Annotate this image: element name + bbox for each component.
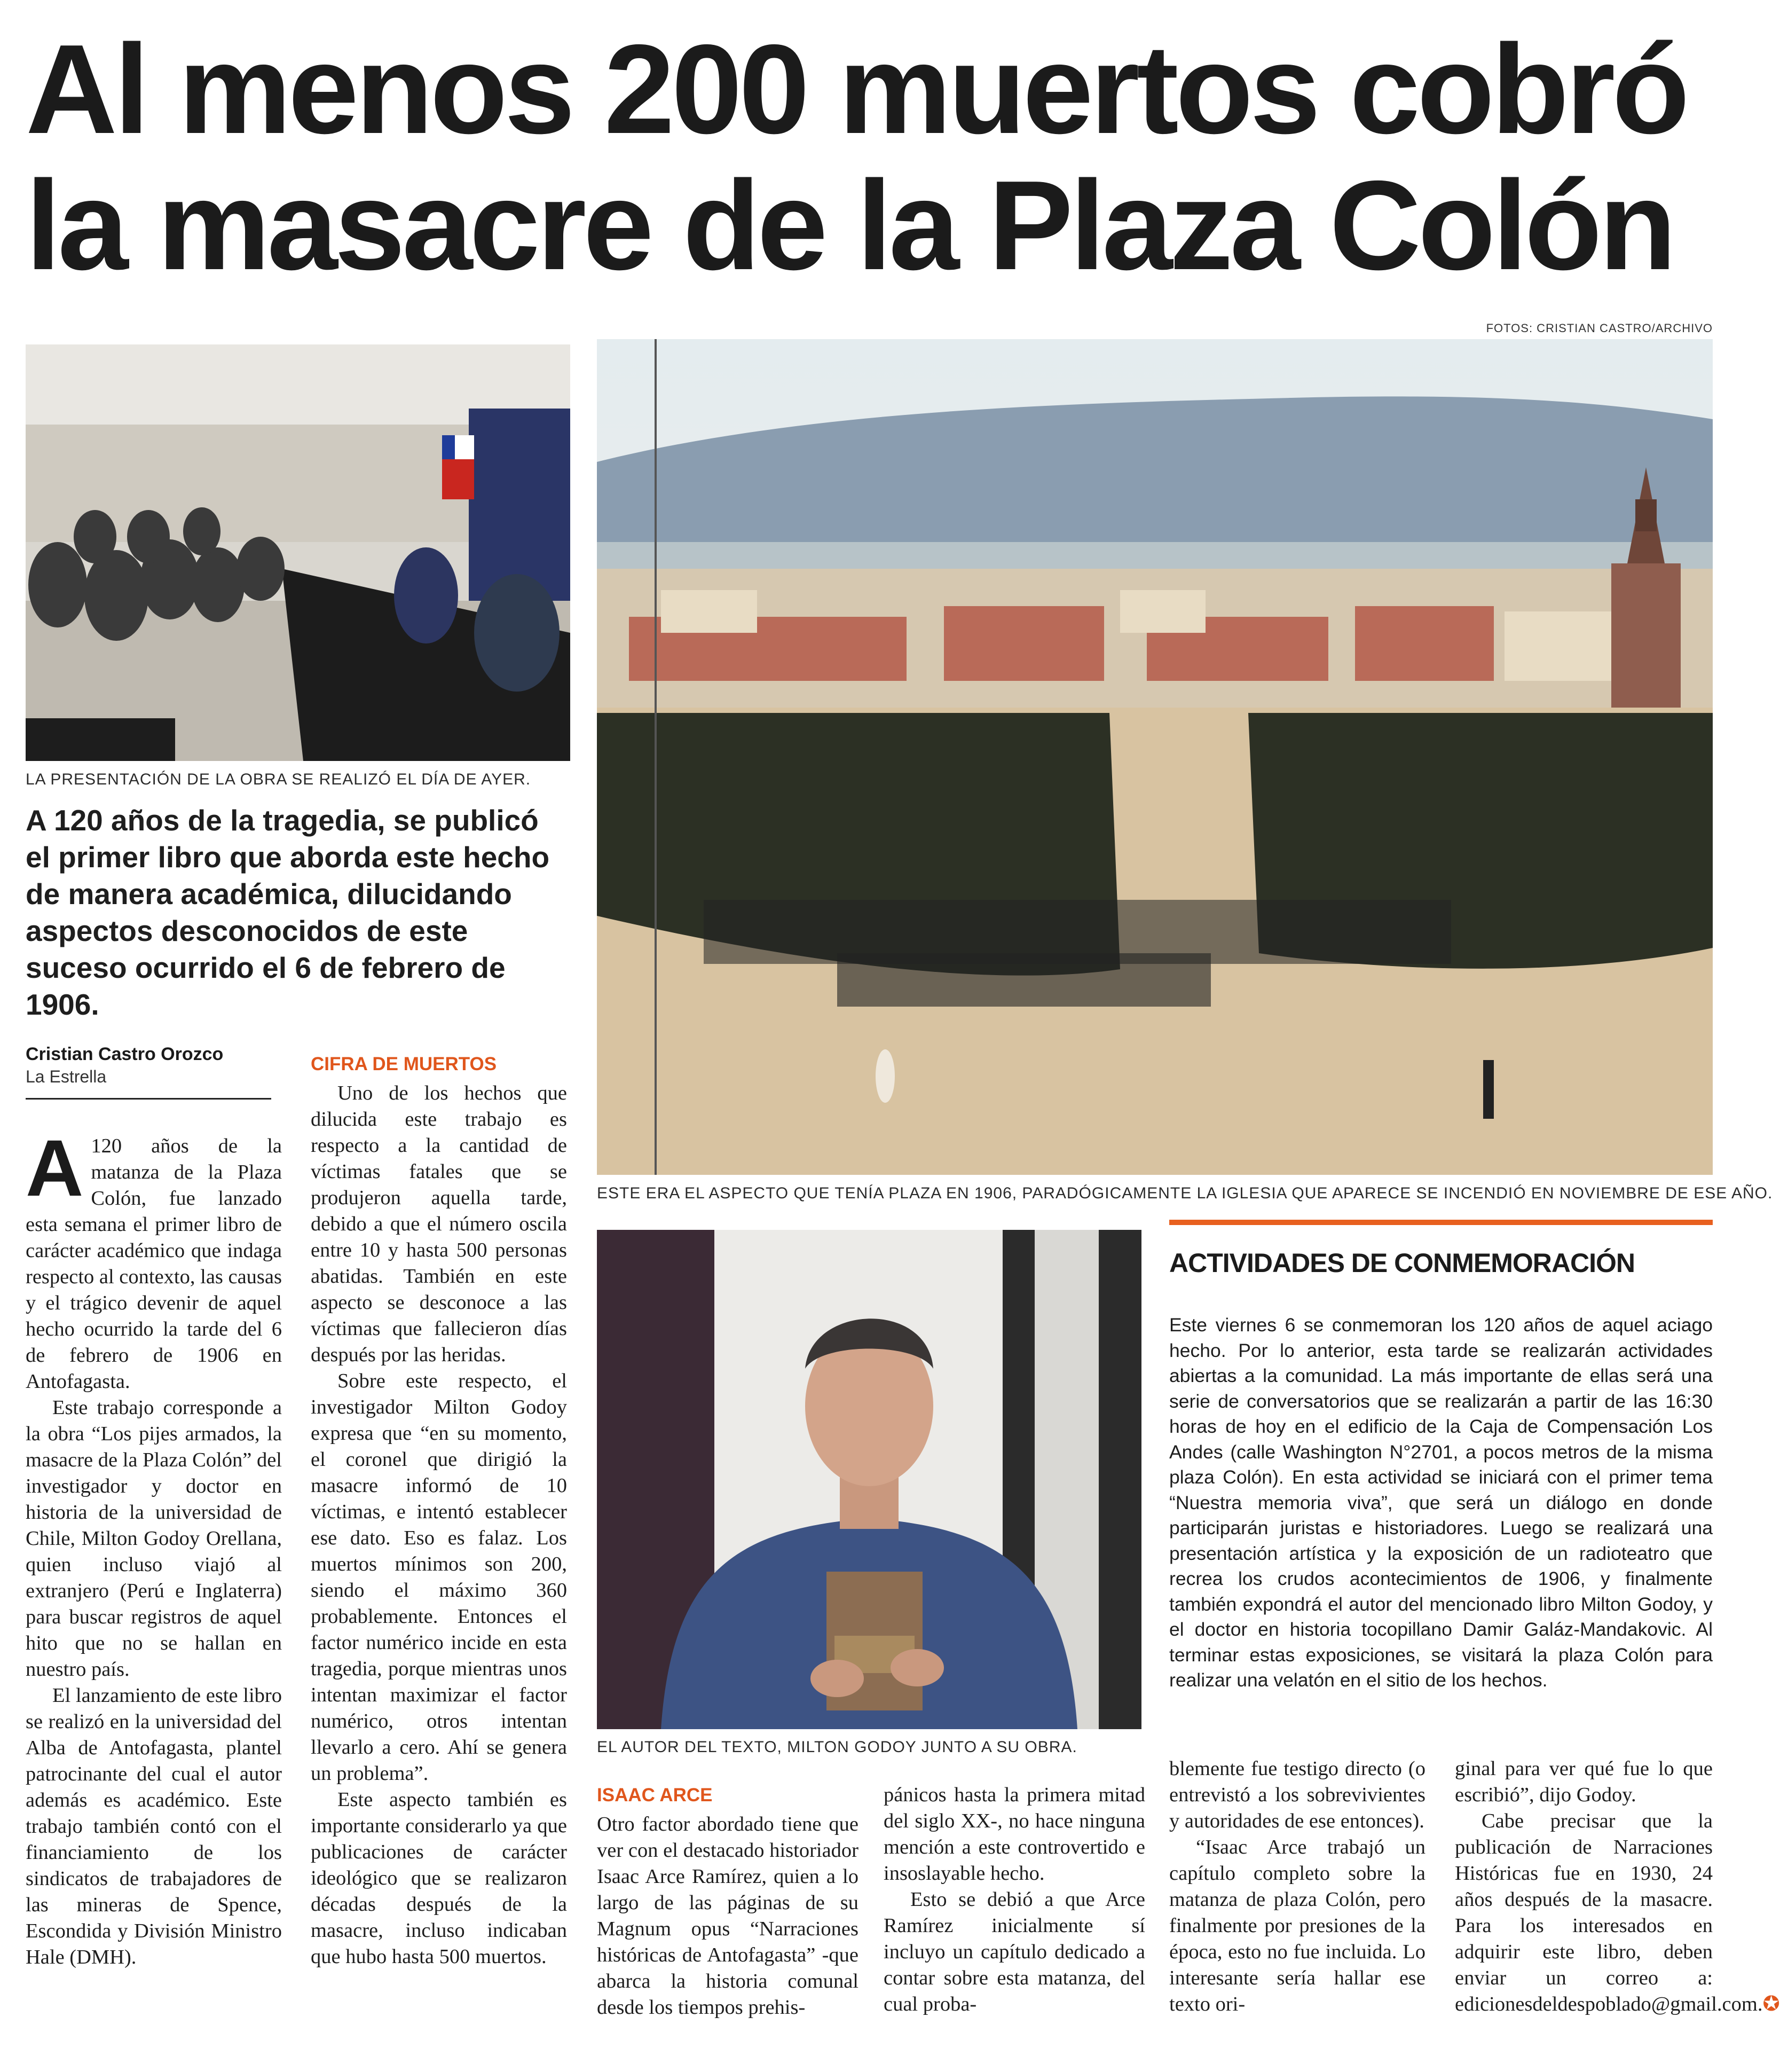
column-1 <box>26 1123 282 1971</box>
col6-paragraph-2 <box>1455 1808 1780 2018</box>
end-mark-icon: ✪ <box>1762 1993 1780 2015</box>
col3-paragraph-1: Otro factor abordado tiene que ver con el destacado historiador Isaac Arce Ramírez, quien a lo largo de las páginas de su Magnum opus “Narraciones históricas de Antofagasta” -que abarca la historia comunal desde los tiempos prehis- <box>597 1813 859 2019</box>
column-5 <box>1169 1756 1425 2018</box>
plaza-1906-image <box>597 339 1713 1175</box>
col1-paragraph-1 <box>26 1123 282 1395</box>
headline-line-1: Al menos 200 muertos cobró <box>26 19 1687 160</box>
byline-author: Cristian Castro Orozco <box>26 1044 224 1064</box>
headline <box>26 21 1713 294</box>
column-2 <box>311 1051 567 1970</box>
column-3 <box>597 1782 859 2021</box>
col1-paragraph-3: El lanzamiento de este libro se realizó en la universidad del Alba de Antofagasta, plantel patrocinante del cual el autor además es académico. Este trabajo también contó con el financiamiento de los sindicatos de trabajadores de las mineras de Spence, Escondida y División Ministro Hale (DMH). <box>26 1684 282 1968</box>
sidebar-title: ACTIVIDADES DE CONMEMORACIÓN <box>1169 1248 1635 1278</box>
plaza-1906-photo <box>597 339 1713 1175</box>
headline-line-2: la masacre de la Plaza Colón <box>26 155 1674 296</box>
col2-paragraph-3: Este aspecto también es importante considerarlo ya que publicaciones de carácter ideológico que se realizaron décadas después de la masacre, incluso indicaban que hubo hasta 500 muertos. <box>311 1788 567 1968</box>
plaza-photo-caption: ESTE ERA EL ASPECTO QUE TENÍA PLAZA EN 1906, PARADÓGICAMENTE LA IGLESIA QUE APARECE SE INCENDIÓ EN NOVIEMBRE DE ESE AÑO. <box>597 1184 1773 1202</box>
byline-divider <box>26 1098 271 1100</box>
sidebar-body: Este viernes 6 se conmemoran los 120 años de aquel aciago hecho. Por lo anterior, esta tarde se realizarán actividades abiertas a la comunidad. La más importante de ellas será una serie de conversatorios que se realizarán a partir de las 16:30 horas de hoy en el edificio de la Caja de Compensación Los Andes (calle Washington N°2701, a pocos metros de la misma plaza Colón). En esta actividad se iniciará con el primer tema “Nuestra memoria viva”, que será un diálogo en donde participarán juristas e historiadores. Luego se realizará una presentación artística y la exposición de un radioteatro que recrea los crudos acontecimientos de 1906, y finalmente también expondrá el autor del mencionado libro Milton Godoy, y el doctor en historia tocopillano Damir Galáz-Mandakovic. Al terminar estas exposiciones, se visitará la plaza Colón para realizar una velatón en el sitio de los hechos. <box>1169 1314 1713 1691</box>
col6-p2-text: Cabe precisar que la publicación de Narraciones Históricas fue en 1930, 24 años después de la masacre. Para los interesados en adquirir este libro, deben enviar un correo a: edicionesdeldespoblado@gmail.com. <box>1455 1810 1763 2015</box>
col5-paragraph-1: blemente fue testigo directo (o entrevistó a los sobrevivientes y autoridades de ese entonces). <box>1169 1757 1425 1832</box>
subhead-isaac-arce: ISAAC ARCE <box>597 1785 713 1806</box>
deck-summary: A 120 años de la tragedia, se publicó el primer libro que aborda este hecho de manera académica, dilucidando aspectos desconocidos de este suceso ocurrido el 6 de febrero de 1906. <box>26 804 550 1021</box>
col4-paragraph-2: Esto se debió a que Arce Ramírez inicialmente sí incluyo un capítulo dedicado a contar sobre esta matanza, del cual proba- <box>884 1888 1145 2015</box>
column-4 <box>884 1782 1145 2018</box>
col1-paragraph-2: Este trabajo corresponde a la obra “Los pijes armados, la masacre de la Plaza Colón” del investigador y doctor en historia de la universidad de Chile, Milton Godoy Orellana, quien incluso viajó al extranjero (Perú e Inglaterra) para buscar registros de aquel hito que no se hallan en nuestro país. <box>26 1396 282 1681</box>
column-6 <box>1455 1756 1780 2018</box>
col2-paragraph-1: Uno de los hechos que dilucida este trabajo es respecto a la cantidad de víctimas fatales que se produjeron aquella tarde, debido a que el número oscila entre 10 y hasta 500 personas abatidas. También en este aspecto se desconoce a las víctimas que fallecieron días después por las heridas. <box>311 1082 567 1366</box>
drop-cap: A <box>26 1123 84 1213</box>
col1-p1-text: 120 años de la matanza de la Plaza Colón, fue lanzado esta semana el primer libro de carácter académico que indaga respecto al contexto, las causas y el trágico devenir de aquel hecho ocurrido la tarde del 6 de febrero de 1906 en Antofagasta. <box>26 1135 282 1393</box>
event-photo-caption: LA PRESENTACIÓN DE LA OBRA SE REALIZÓ EL DÍA DE AYER. <box>26 771 531 788</box>
sidebar-top-rule <box>1169 1220 1713 1225</box>
col4-paragraph-1: pánicos hasta la primera mitad del siglo XX-, no hace ninguna mención a este controvertido e insoslayable hecho. <box>884 1784 1145 1885</box>
col5-paragraph-2: “Isaac Arce trabajó un capítulo completo sobre la matanza de plaza Colón, pero finalmente por presiones de la época, esto no fue incluida. Lo interesante sería hallar ese texto ori- <box>1169 1836 1425 2015</box>
col2-paragraph-2: Sobre este respecto, el investigador Milton Godoy expresa que “en su momento, el coronel que dirigió la masacre informó de 10 víctimas, e intentó establecer ese dato. Eso es falaz. Los muertos mínimos son 200, siendo el máximo 360 probablemente. Entonces el factor numérico incide en esta tragedia, porque mientras unos intentan maximizar el factor numérico, otros intentan llevarlo a cero. Ahí se genera un problema”. <box>311 1370 567 1785</box>
photo-credit: FOTOS: CRISTIAN CASTRO/ARCHIVO <box>1486 321 1713 335</box>
col6-paragraph-1: ginal para ver qué fue lo que escribió”, dijo Godoy. <box>1455 1757 1713 1806</box>
author-photo-image <box>597 1230 1141 1729</box>
event-photo <box>26 344 570 761</box>
byline-publication: La Estrella <box>26 1067 107 1086</box>
author-photo-caption: EL AUTOR DEL TEXTO, MILTON GODOY JUNTO A SU OBRA. <box>597 1738 1077 1756</box>
event-photo-image <box>26 344 570 761</box>
author-photo <box>597 1230 1141 1729</box>
subhead-cifra-de-muertos: CIFRA DE MUERTOS <box>311 1054 497 1074</box>
